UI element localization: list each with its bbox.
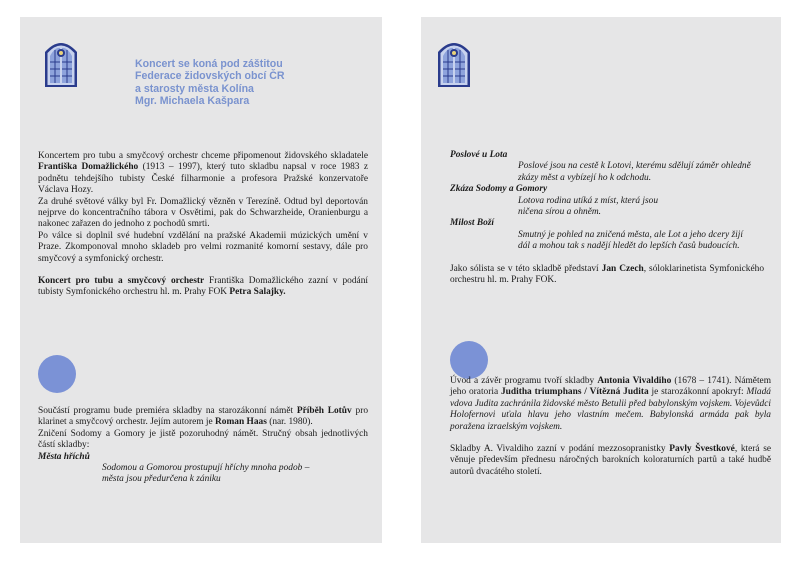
intro-paragraph: Koncertem pro tubu a smyčcový orchestr chceme připomenout židovského skladatele Františka Domažlického (1913 – 1997), který tuto skladbu napsal v roce 1983 z podnětu tehdejšího tubisty České filharmonie a profesora Pražské konzervatoře Václava Hozy. <box>38 151 368 196</box>
vivaldi-paragraph: Úvod a závěr programu tvoří skladby Antonia Vivaldiho (1678 – 1741). Námětem jeho oratoria Juditha triumphans / Vítězná Judita je starozákonní apokryf: Mladá vdova Judita zachránila židovské město Betulii před babylonským vojskem. Vojevůdci Holofernovi uťala hlavu jeho vlastním mečem. Babylonská armáda pak byla poražena izraelským vojskem. <box>450 376 772 432</box>
author-name: Roman Haas <box>215 417 267 428</box>
part-title: Města hříchů <box>38 451 90 462</box>
concert-title: Koncert pro tubu a smyčcový orchestr <box>38 276 205 287</box>
decorative-circle <box>38 355 76 393</box>
header-line: Federace židovských obcí ČR <box>135 70 285 83</box>
premiere-text <box>38 406 368 486</box>
part-title: Zkáza Sodomy a Gomory <box>450 184 548 195</box>
closing-paragraph: Skladby A. Vivaldiho zazní v podání mezzosopranistky Pavly Švestkové, která se věnuje především přednesu náročných barokních koloraturních partů a také hudbě autorů dvacátého století. <box>450 444 772 477</box>
header-line: Mgr. Michaela Kašpara <box>135 95 250 108</box>
right-page <box>421 17 781 543</box>
part-description: Sodomou a Gomorou prostupují hříchy mnoha podob – města jsou předurčena k zániku <box>102 463 310 485</box>
intro-paragraph: Po válce si doplnil své hudební vzdělání na pražské Akademii múzických umění v Praze. Zkomponoval mnoho skladeb pro velmi rozmanité komorní sestavy, dále pro smyčcový a symfonický orchestr. <box>38 230 368 264</box>
composer-name: Františka Domažlického <box>38 162 139 173</box>
part-title: Milost Boží <box>450 218 495 229</box>
composer-name: Antonia Vivaldiho <box>597 376 672 386</box>
part-title: Poslové u Lota <box>450 150 508 160</box>
concert-paragraph: Koncert pro tubu a smyčcový orchestr Františka Domažlického zazní v podání tubisty Symfonického orchestru hl. m. Prahy FOK Petra Salajky. <box>38 276 368 298</box>
left-page <box>20 17 382 543</box>
stained-glass-window-icon <box>437 36 471 88</box>
intro-text <box>38 151 368 299</box>
decorative-circle <box>450 341 488 379</box>
soloist-paragraph: Jako sólista se v této skladbě představí Jan Czech, sóloklarinetista Symfonického orchestru hl. m. Prahy FOK. <box>450 263 765 286</box>
apocrypha-summary: Mladá vdova Judita zachránila židovské město Betulii před babylonským vojskem. Vojevůdci Holofernovi uťala hlavu jeho vlastním mečem. Babylonská armáda pak byla poražena izraelským vojskem. <box>450 387 771 432</box>
piece-title: Příběh Lotův <box>296 406 352 416</box>
premiere-paragraph: Součástí programu bude premiéra skladby na starozákonní námět Příběh Lotův pro klarinet a smyčcový orchestr. Jejím autorem je Roman Haas (nar. 1980). <box>38 406 369 428</box>
soloist-name: Petra Salajky. <box>229 287 286 298</box>
header-line: a starosty města Kolína <box>135 82 254 95</box>
stained-glass-window-icon <box>44 36 78 88</box>
soloist-name: Jan Czech <box>601 263 644 274</box>
parts-list <box>450 150 764 286</box>
singer-name: Pavly Švestkové <box>669 444 735 455</box>
part-description: Smutný je pohled na zničená města, ale Lot a jeho dcery žijí dál a mohou tak s nadějí hledět do lepších časů budoucích. <box>518 229 743 252</box>
patronage-header <box>135 58 285 108</box>
vivaldi-text <box>450 376 771 478</box>
part-description: Poslové jsou na cestě k Lotovi, kterému sdělují záměr ohledně zkázy měst a vybízejí ho k odchodu. <box>518 161 751 183</box>
oratorio-title: Juditha triumphans / Vítězná Judita <box>500 387 649 398</box>
part-description: Lotova rodina utíká z míst, která jsou ničena sírou a ohněm. <box>518 195 659 218</box>
premiere-paragraph: Zničení Sodomy a Gomory je jistě pozoruhodný námět. Stručný obsah jednotlivých částí skladby: <box>38 428 368 451</box>
intro-paragraph: Za druhé světové války byl Fr. Domažlický vězněn v Terezíně. Odtud byl deportován nejprve do koncentračního tábora v Osvětimi, pak do Schwarzheide, Oranienburgu a nakonec zařazen do jednoho z pochodů smrti. <box>38 196 368 230</box>
header-line: Koncert se koná pod záštitou <box>135 58 283 70</box>
